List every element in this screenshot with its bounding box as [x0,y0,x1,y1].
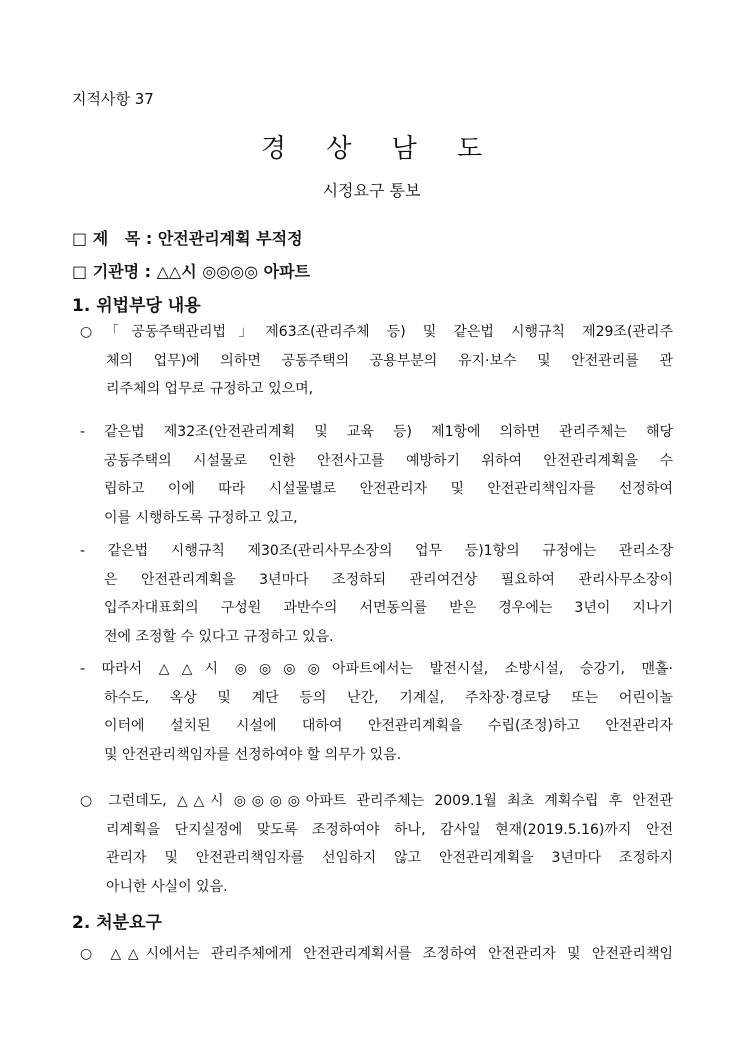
text-line: 리계획을 단지실정에 맞도록 조정하여야 하나, 감사일 현재(2019.5.16)까지 안전 [106,821,673,838]
text-line: - 따라서 △△시 ◎◎◎◎아파트에서는 발전시설, 소방시설, 승강기, 맨홀· [80,661,673,677]
text-line: 체의 업무)에 의하면 공동주택의 공용부분의 유지·보수 및 안전관리를 관 [106,352,673,369]
text-line: 아니한 사실이 있음. [106,878,228,895]
text-line: 리주체의 업무로 규정하고 있으며, [106,381,314,397]
text-line: 은 안전관리계획을 3년마다 조정하되 관리여건상 필요하여 관리사무소장이 [104,571,673,588]
document-title: 경 상 남 도 [260,134,499,164]
agency-field: □ 기관명 : △△시 ◎◎◎◎ 아파트 [72,262,311,281]
text-line: - 같은법 제32조(안전관리계획 및 교육 등) 제1항에 의하면 관리주체는 해당 [80,424,673,440]
subject-field: □ 제 목 : 안전관리계획 부적정 [72,229,303,248]
text-line: 립하고 이에 따라 시설물별로 안전관리자 및 안전관리책임자를 선정하여 [104,481,673,497]
text-line: 공동주택의 시설물로 인한 안전사고를 예방하기 위하여 안전관리계획을 수 [104,452,673,469]
section2-heading: 2. 처분요구 [72,913,162,933]
text-line: 입주자대표회의 구성원 과반수의 서면동의를 받은 경우에는 3년이 지나기 [104,600,673,616]
text-line: 하수도, 옥상 및 계단 등의 난간, 기계실, 주차장·경로당 또는 어린이놀 [104,689,673,706]
paragraph-4 [80,655,673,769]
text-line: 및 안전관리책임자를 선정하여야 할 의무가 있음. [104,746,402,763]
text-line: 이를 시행하도록 규정하고 있고, [104,509,298,526]
text-line: ○ △△시에서는 관리주체에게 안전관리계획서를 조정하여 안전관리자 및 안전관리책임 [80,946,673,962]
paragraph-5 [80,787,673,901]
document-subtitle: 시정요구 통보 [322,181,421,200]
text-line: 관리자 및 안전관리책임자를 선임하지 않고 안전관리계획을 3년마다 조정하지 [106,850,673,866]
paragraph-6 [80,940,673,969]
text-line: ○ 그런데도, △△시 ◎◎◎◎아파트 관리주체는 2009.1월 최초 계획수립 후 안전관 [80,793,673,809]
section1-heading: 1. 위법부당 내용 [72,296,201,316]
paragraph-3 [80,537,673,651]
paragraph-2 [80,418,673,532]
text-line: ○「공동주택관리법」제63조(관리주체 등) 및 같은법 시행규칙 제29조(관리주 [80,324,673,340]
finding-number: 지적사항 37 [72,90,154,108]
text-line: - 같은법 시행규칙 제30조(관리사무소장의 업무 등)1항의 규정에는 관리소장 [80,543,673,559]
paragraph-1 [80,318,673,404]
text-line: 이터에 설치된 시설에 대하여 안전관리계획을 수립(조정)하고 안전관리자 [104,718,673,734]
text-line: 전에 조정할 수 있다고 규정하고 있음. [104,628,334,645]
